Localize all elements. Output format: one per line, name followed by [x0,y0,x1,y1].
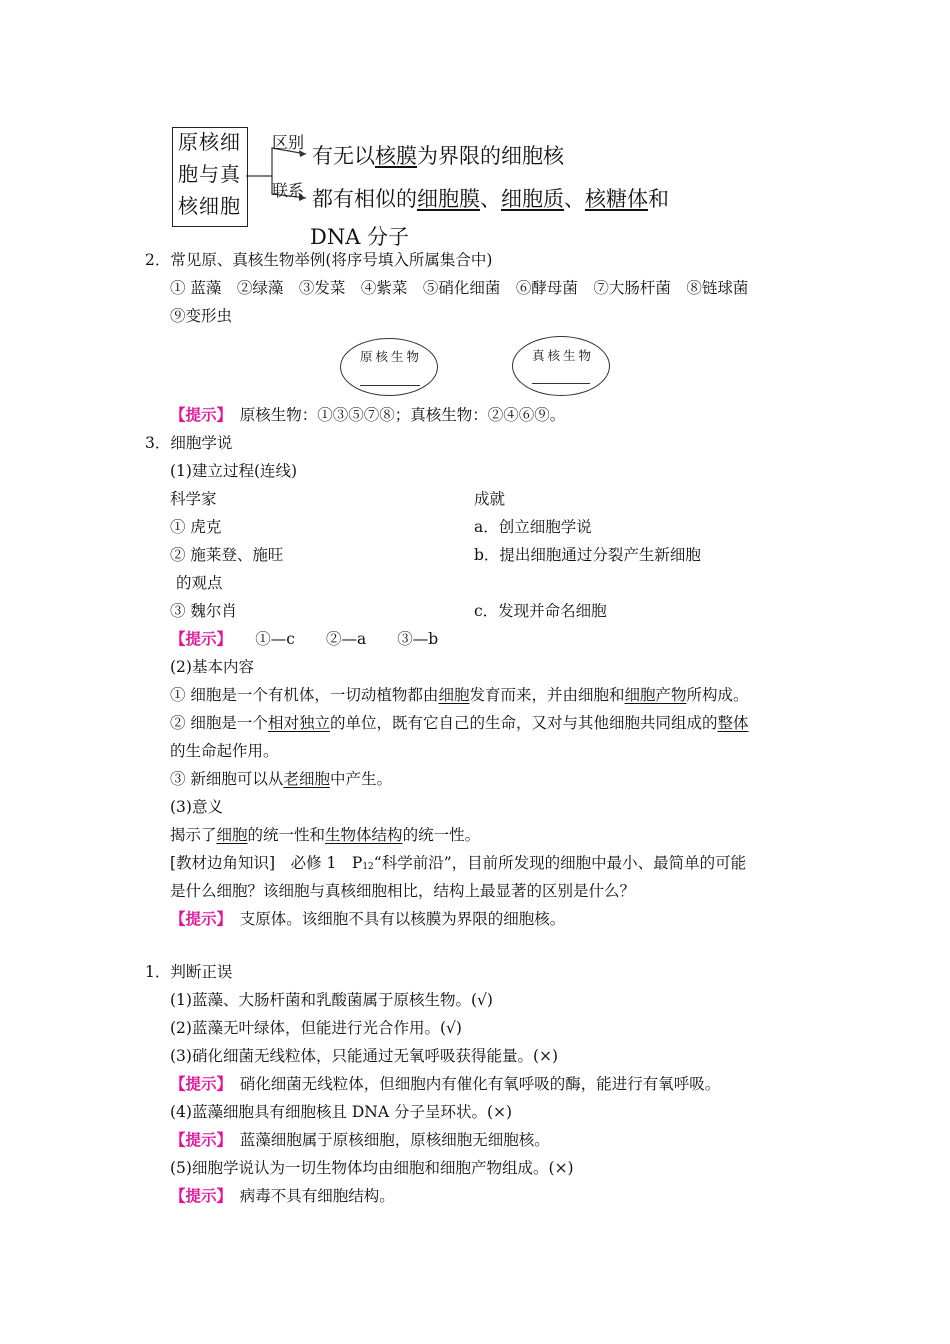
row1-left: ① 虎克 [170,518,222,536]
diff-text: 有无以核膜为界限的细胞核 [312,144,564,168]
judge-q1: (1)蓝藻、大肠杆菌和乳酸菌属于原核生物。(√) [170,991,493,1009]
row3-left: ③ 魏尔肖 [170,602,237,620]
s2-list-line2: ⑨变形虫 [170,307,233,325]
box-line-3: 核细胞 [178,194,241,218]
s3-sub1: (1)建立过程(连线) [170,462,298,480]
row2-right: b．提出细胞通过分裂产生新细胞 [474,546,701,564]
row1-right: a．创立细胞学说 [474,518,592,536]
col-right-header: 成就 [474,490,506,508]
judge-q3: (3)硝化细菌无线粒体，只能通过无氧呼吸获得能量。(×) [170,1047,559,1065]
judge-h3: 【提示】 硝化细菌无线粒体，但细胞内有催化有氧呼吸的酶，能进行有氧呼吸。 [170,1074,721,1093]
meaning: 揭示了细胞的统一性和生物体结构的统一性。 [170,826,481,844]
ellipse-eukaryote [512,336,610,396]
row2-cont: 的观点 [176,574,223,592]
link-text-line2: DNA 分子 [310,225,410,249]
label-diff: 区别 [272,133,305,152]
textbook-note: [教材边角知识] 必修 1 $P_{12}“$科学前沿”，目前所发现的细胞中最小、最简单的可能 [170,854,747,872]
judge-q5: (5)细胞学说认为一切生物体均由细胞和细胞产物组成。(×) [170,1159,574,1177]
row3-right: c．发现并命名细胞 [474,602,607,620]
judge-q4: (4)蓝藻细胞具有细胞核且 DNA 分子呈环状。(×) [170,1103,513,1121]
s3-heading: 3．细胞学说 [145,434,233,452]
ellipse-prokaryote-title: 原核生物 [360,349,423,364]
hint-label: 【提示】 [170,405,225,424]
hint-label: 【提示】 [170,1186,225,1205]
hint-label: 【提示】 [170,909,225,928]
content-2: ② 细胞是一个相对独立的单位，既有它自己的生命，又对与其他细胞共同组成的整体 [170,714,749,732]
s2-heading: 2．常见原、真核生物举例(将序号填入所属集合中) [145,251,493,269]
judge-q2: (2)蓝藻无叶绿体，但能进行光合作用。(√) [170,1019,462,1037]
judge-h4: 【提示】 蓝藻细胞属于原核细胞，原核细胞无细胞核。 [170,1130,550,1149]
box-line-2: 胞与真 [178,162,241,186]
content-1: ① 细胞是一个有机体，一切动植物都由细胞发育而来，并由细胞和细胞产物所构成。 [170,686,749,704]
s3-hint1: 【提示】 ①—c ②—a ③—b [170,629,439,648]
ellipse-prokaryote-blank [360,385,420,386]
s3-sub3: (3)意义 [170,798,223,816]
box-line-1: 原核细 [178,130,241,154]
judge-heading: 1．判断正误 [145,963,233,981]
s3-hint2: 【提示】 支原体。该细胞不具有以核膜为界限的细胞核。 [170,909,566,928]
ellipse-eukaryote-blank [532,383,590,384]
row2-left: ② 施莱登、施旺 [170,546,284,564]
hint-label: 【提示】 [170,1130,225,1149]
textbook-note-line2: 是什么细胞？该细胞与真核细胞相比，结构上最显著的区别是什么？ [170,882,636,900]
judge-h5: 【提示】 病毒不具有细胞结构。 [170,1186,395,1205]
ellipse-eukaryote-title: 真核生物 [532,348,595,363]
s3-sub2: (2)基本内容 [170,658,254,676]
content-3: ③ 新细胞可以从老细胞中产生。 [170,770,392,788]
hint-label: 【提示】 [170,629,225,648]
hint-label: 【提示】 [170,1074,225,1093]
label-link: 联系 [272,181,305,200]
s2-hint: 【提示】 原核生物：①③⑤⑦⑧；真核生物：②④⑥⑨。 [170,405,566,424]
col-left-header: 科学家 [170,490,217,508]
content-2-line2: 的生命起作用。 [170,742,279,760]
s2-list-line1: ① 蓝藻 ②绿藻 ③发菜 ④紫菜 ⑤硝化细菌 ⑥酵母菌 ⑦大肠杆菌 ⑧链球菌 [170,279,749,297]
link-text: 都有相似的细胞膜、细胞质、核糖体和 [312,187,669,211]
